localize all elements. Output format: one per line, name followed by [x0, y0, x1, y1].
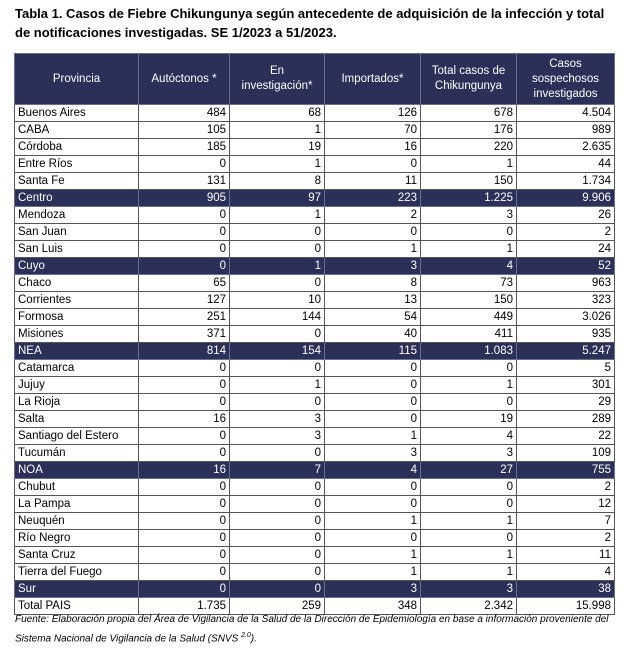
value-cell: 1 — [325, 513, 421, 530]
value-cell: 3 — [421, 445, 517, 462]
value-cell: 0 — [325, 530, 421, 547]
region-row — [15, 258, 615, 275]
value-cell: 19 — [230, 139, 325, 156]
region-row — [15, 581, 615, 598]
value-cell: 115 — [325, 343, 421, 360]
value-cell: 0 — [421, 496, 517, 513]
header-provincia: Provincia — [15, 54, 139, 105]
value-cell: 0 — [325, 479, 421, 496]
value-cell: 223 — [325, 190, 421, 207]
value-cell: 2.342 — [421, 598, 517, 615]
value-cell: 411 — [421, 326, 517, 343]
value-cell: 0 — [421, 479, 517, 496]
value-cell: 678 — [421, 105, 517, 122]
value-cell: 1 — [325, 564, 421, 581]
value-cell: 11 — [325, 173, 421, 190]
region-row — [15, 462, 615, 479]
value-cell: 12 — [517, 496, 615, 513]
value-cell: 0 — [230, 445, 325, 462]
value-cell: 2 — [517, 530, 615, 547]
value-cell: 1 — [325, 241, 421, 258]
value-cell: 3 — [325, 258, 421, 275]
value-cell: 1 — [325, 547, 421, 564]
value-cell: 0 — [230, 530, 325, 547]
value-cell: 0 — [421, 394, 517, 411]
value-cell: 0 — [139, 207, 230, 224]
value-cell: 0 — [325, 411, 421, 428]
table-row — [15, 445, 615, 462]
province-cell: Buenos Aires — [15, 105, 139, 122]
value-cell: 0 — [421, 224, 517, 241]
value-cell: 44 — [517, 156, 615, 173]
value-cell: 126 — [325, 105, 421, 122]
value-cell: 150 — [421, 292, 517, 309]
region-row — [15, 343, 615, 360]
value-cell: 2.635 — [517, 139, 615, 156]
value-cell: 38 — [517, 581, 615, 598]
province-cell: Chaco — [15, 275, 139, 292]
value-cell: 0 — [139, 224, 230, 241]
value-cell: 1 — [421, 377, 517, 394]
value-cell: 1 — [230, 377, 325, 394]
value-cell: 1 — [421, 513, 517, 530]
value-cell: 220 — [421, 139, 517, 156]
table-title: Tabla 1. Casos de Fiebre Chikungunya según antecedente de adquisición de la infección y total de notificaciones investigadas. SE 1/2023 a 51/2023. — [15, 6, 605, 40]
table-row — [15, 530, 615, 547]
value-cell: 70 — [325, 122, 421, 139]
header-en-investigacion: En investigación* — [230, 54, 325, 105]
province-cell: La Rioja — [15, 394, 139, 411]
value-cell: 323 — [517, 292, 615, 309]
value-cell: 814 — [139, 343, 230, 360]
value-cell: 1 — [230, 207, 325, 224]
table-body — [15, 105, 615, 615]
value-cell: 935 — [517, 326, 615, 343]
value-cell: 1 — [421, 241, 517, 258]
value-cell: 0 — [139, 377, 230, 394]
province-cell: Tierra del Fuego — [15, 564, 139, 581]
value-cell: 0 — [325, 224, 421, 241]
value-cell: 40 — [325, 326, 421, 343]
value-cell: 0 — [230, 224, 325, 241]
value-cell: 0 — [139, 530, 230, 547]
table-row — [15, 428, 615, 445]
value-cell: 0 — [325, 377, 421, 394]
value-cell: 2 — [325, 207, 421, 224]
table-row — [15, 275, 615, 292]
value-cell: 0 — [230, 513, 325, 530]
value-cell: 4 — [325, 462, 421, 479]
value-cell: 1 — [421, 156, 517, 173]
value-cell: 8 — [325, 275, 421, 292]
table-row — [15, 326, 615, 343]
value-cell: 0 — [230, 564, 325, 581]
value-cell: 176 — [421, 122, 517, 139]
value-cell: 0 — [325, 394, 421, 411]
province-cell: Formosa — [15, 309, 139, 326]
value-cell: 24 — [517, 241, 615, 258]
province-cell: La Pampa — [15, 496, 139, 513]
province-cell: Centro — [15, 190, 139, 207]
value-cell: 127 — [139, 292, 230, 309]
value-cell: 251 — [139, 309, 230, 326]
region-row — [15, 190, 615, 207]
value-cell: 154 — [230, 343, 325, 360]
province-cell: Santa Cruz — [15, 547, 139, 564]
value-cell: 3 — [421, 581, 517, 598]
source-superscript: 2.0 — [241, 632, 251, 639]
value-cell: 9.906 — [517, 190, 615, 207]
value-cell: 11 — [517, 547, 615, 564]
value-cell: 150 — [421, 173, 517, 190]
value-cell: 16 — [139, 411, 230, 428]
province-cell: Santa Fe — [15, 173, 139, 190]
province-cell: Jujuy — [15, 377, 139, 394]
table-row — [15, 479, 615, 496]
value-cell: 19 — [421, 411, 517, 428]
value-cell: 3 — [230, 411, 325, 428]
source-text: Fuente: Elaboración propia del Área de Vigilancia de la Salud de la Dirección de Epidemiología en base a información proveniente del Sistema Nacional de Vigilancia de la Salud (SNVS — [15, 614, 609, 645]
value-cell: 29 — [517, 394, 615, 411]
value-cell: 1.225 — [421, 190, 517, 207]
province-cell: NEA — [15, 343, 139, 360]
value-cell: 3 — [325, 445, 421, 462]
province-cell: Santiago del Estero — [15, 428, 139, 445]
province-cell: Salta — [15, 411, 139, 428]
province-cell: Misiones — [15, 326, 139, 343]
value-cell: 0 — [230, 394, 325, 411]
value-cell: 0 — [325, 496, 421, 513]
chikungunya-table — [14, 53, 615, 615]
value-cell: 4 — [421, 258, 517, 275]
value-cell: 1 — [230, 258, 325, 275]
value-cell: 0 — [139, 496, 230, 513]
table-row — [15, 309, 615, 326]
value-cell: 259 — [230, 598, 325, 615]
value-cell: 1.735 — [139, 598, 230, 615]
value-cell: 449 — [421, 309, 517, 326]
value-cell: 0 — [139, 513, 230, 530]
table-row — [15, 496, 615, 513]
value-cell: 755 — [517, 462, 615, 479]
value-cell: 0 — [139, 547, 230, 564]
value-cell: 65 — [139, 275, 230, 292]
value-cell: 68 — [230, 105, 325, 122]
province-cell: Chubut — [15, 479, 139, 496]
value-cell: 27 — [421, 462, 517, 479]
value-cell: 963 — [517, 275, 615, 292]
value-cell: 109 — [517, 445, 615, 462]
table-row — [15, 105, 615, 122]
value-cell: 989 — [517, 122, 615, 139]
value-cell: 1 — [230, 156, 325, 173]
table-row — [15, 139, 615, 156]
province-cell: NOA — [15, 462, 139, 479]
table-row — [15, 224, 615, 241]
value-cell: 0 — [230, 275, 325, 292]
table-row — [15, 292, 615, 309]
value-cell: 5 — [517, 360, 615, 377]
source-end: ). — [250, 633, 257, 645]
value-cell: 301 — [517, 377, 615, 394]
value-cell: 54 — [325, 309, 421, 326]
header-total-casos: Total casos de Chikungunya — [421, 54, 517, 105]
table-row — [15, 241, 615, 258]
province-cell: San Juan — [15, 224, 139, 241]
table-row — [15, 513, 615, 530]
value-cell: 22 — [517, 428, 615, 445]
header-casos-sospechosos: Casos sospechosos investigados — [517, 54, 615, 105]
province-cell: Neuquén — [15, 513, 139, 530]
value-cell: 2 — [517, 479, 615, 496]
value-cell: 1.083 — [421, 343, 517, 360]
value-cell: 97 — [230, 190, 325, 207]
value-cell: 348 — [325, 598, 421, 615]
province-cell: Cuyo — [15, 258, 139, 275]
value-cell: 4 — [421, 428, 517, 445]
table-row — [15, 122, 615, 139]
value-cell: 0 — [139, 156, 230, 173]
value-cell: 5.247 — [517, 343, 615, 360]
value-cell: 0 — [230, 547, 325, 564]
value-cell: 7 — [517, 513, 615, 530]
value-cell: 1 — [325, 428, 421, 445]
value-cell: 1 — [230, 122, 325, 139]
value-cell: 3.026 — [517, 309, 615, 326]
value-cell: 0 — [139, 479, 230, 496]
table-row — [15, 547, 615, 564]
value-cell: 0 — [139, 258, 230, 275]
province-cell: CABA — [15, 122, 139, 139]
value-cell: 0 — [139, 360, 230, 377]
table-row — [15, 564, 615, 581]
value-cell: 10 — [230, 292, 325, 309]
value-cell: 0 — [230, 360, 325, 377]
value-cell: 0 — [139, 581, 230, 598]
table-row — [15, 173, 615, 190]
province-cell: Sur — [15, 581, 139, 598]
value-cell: 26 — [517, 207, 615, 224]
value-cell: 0 — [325, 156, 421, 173]
value-cell: 1.734 — [517, 173, 615, 190]
value-cell: 0 — [139, 445, 230, 462]
value-cell: 0 — [139, 394, 230, 411]
province-cell: Total PAIS — [15, 598, 139, 615]
header-autoctonos: Autóctonos * — [139, 54, 230, 105]
value-cell: 371 — [139, 326, 230, 343]
table-row — [15, 377, 615, 394]
province-cell: San Luis — [15, 241, 139, 258]
value-cell: 73 — [421, 275, 517, 292]
value-cell: 0 — [230, 496, 325, 513]
value-cell: 4.504 — [517, 105, 615, 122]
value-cell: 3 — [421, 207, 517, 224]
value-cell: 15.998 — [517, 598, 615, 615]
province-cell: Río Negro — [15, 530, 139, 547]
table-row — [15, 411, 615, 428]
header-row — [15, 54, 615, 105]
value-cell: 289 — [517, 411, 615, 428]
value-cell: 1 — [421, 564, 517, 581]
source-note — [15, 612, 620, 647]
province-cell: Mendoza — [15, 207, 139, 224]
value-cell: 144 — [230, 309, 325, 326]
value-cell: 0 — [230, 326, 325, 343]
table-row — [15, 156, 615, 173]
table-row — [15, 394, 615, 411]
value-cell: 0 — [421, 530, 517, 547]
value-cell: 3 — [325, 581, 421, 598]
value-cell: 0 — [230, 479, 325, 496]
value-cell: 52 — [517, 258, 615, 275]
header-importados: Importados* — [325, 54, 421, 105]
value-cell: 484 — [139, 105, 230, 122]
value-cell: 0 — [230, 581, 325, 598]
province-cell: Entre Ríos — [15, 156, 139, 173]
value-cell: 0 — [230, 241, 325, 258]
value-cell: 105 — [139, 122, 230, 139]
value-cell: 8 — [230, 173, 325, 190]
value-cell: 131 — [139, 173, 230, 190]
province-cell: Tucumán — [15, 445, 139, 462]
value-cell: 0 — [325, 360, 421, 377]
value-cell: 0 — [139, 564, 230, 581]
value-cell: 3 — [230, 428, 325, 445]
table-row — [15, 207, 615, 224]
value-cell: 905 — [139, 190, 230, 207]
value-cell: 2 — [517, 224, 615, 241]
value-cell: 0 — [139, 241, 230, 258]
value-cell: 0 — [139, 428, 230, 445]
value-cell: 0 — [421, 360, 517, 377]
table-row — [15, 360, 615, 377]
province-cell: Corrientes — [15, 292, 139, 309]
value-cell: 4 — [517, 564, 615, 581]
value-cell: 16 — [139, 462, 230, 479]
value-cell: 185 — [139, 139, 230, 156]
value-cell: 16 — [325, 139, 421, 156]
value-cell: 7 — [230, 462, 325, 479]
value-cell: 13 — [325, 292, 421, 309]
province-cell: Córdoba — [15, 139, 139, 156]
province-cell: Catamarca — [15, 360, 139, 377]
value-cell: 1 — [421, 547, 517, 564]
